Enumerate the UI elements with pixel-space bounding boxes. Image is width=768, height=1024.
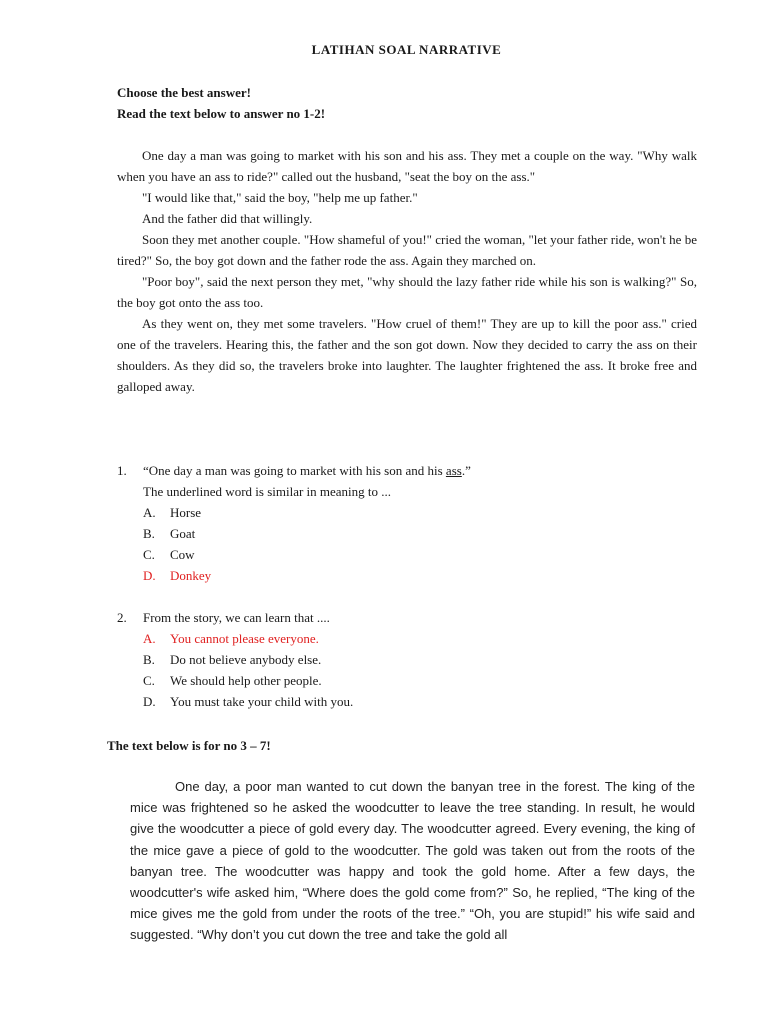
story-one-paragraph: As they went on, they met some travelers. "How cruel of them!" They are up to kill the poor ass." cried one of the travelers. Hearing this, the father and the son got down. Now they decided to carry the ass on their shoulders. As they did so, the travelers broke into laughter. The laughter frightened the ass. It broke free and galloped away.	[117, 316, 697, 394]
question-quote: “One day a man was going to market with his son and his ass.”	[143, 463, 471, 478]
instruction-choose: Choose the best answer!	[117, 85, 251, 100]
instruction-read: Read the text below to answer no 1-2!	[117, 106, 326, 121]
story-two-paragraph: One day, a poor man wanted to cut down the banyan tree in the forest. The king of the mice was frightened so he asked the woodcutter to leave the tree standing. In result, he would give the woodcutter a piece of gold every day. The woodcutter agreed. Every evening, the king of the mice gave a piece of gold to the woodcutter. The gold was taken out from the roots of the banyan tree. The woodcutter was happy and took the gold home. After a few days, the woodcutter's wife asked him, “Where does the gold come from?” So, he replied, “The king of the mice gives me the gold from under the roots of the tree.” “Oh, you are stupid!” his wife said and suggested. “Why don’t you cut down the tree and take the gold all	[130, 779, 695, 943]
question-2	[117, 607, 697, 712]
answer-option-b[interactable]: B. Goat	[143, 526, 196, 541]
question-1	[117, 460, 697, 586]
answer-option-a[interactable]: A. Horse	[143, 505, 202, 520]
answer-option-a-correct[interactable]: A. You cannot please everyone.	[143, 631, 319, 646]
answer-option-c[interactable]: C. Cow	[143, 547, 195, 562]
question-number: 2.	[117, 610, 127, 625]
story-one-paragraph: "I would like that," said the boy, "help me up father."	[142, 190, 418, 205]
question-stem: The underlined word is similar in meaning to ...	[143, 484, 392, 499]
page-title: LATIHAN SOAL NARRATIVE	[311, 42, 502, 57]
story-one-paragraph: "Poor boy", said the next person they met, "why should the lazy father ride while his son is walking?" So, the boy got onto the ass too.	[117, 274, 697, 310]
question-number: 1.	[117, 463, 127, 478]
question-stem: From the story, we can learn that ....	[143, 610, 330, 625]
section-two-heading: The text below is for no 3 – 7!	[107, 738, 271, 753]
story-one-paragraph: Soon they met another couple. "How shameful of you!" cried the woman, "let your father ride, won't he be tired?" So, the boy got down and the father rode the ass. Again they marched on.	[117, 232, 697, 268]
answer-option-d[interactable]: D. You must take your child with you.	[143, 694, 354, 709]
answer-option-d-correct[interactable]: D. Donkey	[143, 568, 212, 583]
story-one-paragraph: And the father did that willingly.	[142, 211, 313, 226]
answer-option-c[interactable]: C. We should help other people.	[143, 673, 322, 688]
underlined-word: ass	[445, 463, 462, 478]
answer-option-b[interactable]: B. Do not believe anybody else.	[143, 652, 322, 667]
story-two	[130, 776, 695, 946]
story-one-paragraph: One day a man was going to market with his son and his ass. They met a couple on the way. "Why walk when you have an ass to ride?" called out the husband, "seat the boy on the ass."	[117, 148, 697, 184]
story-one	[117, 145, 697, 397]
